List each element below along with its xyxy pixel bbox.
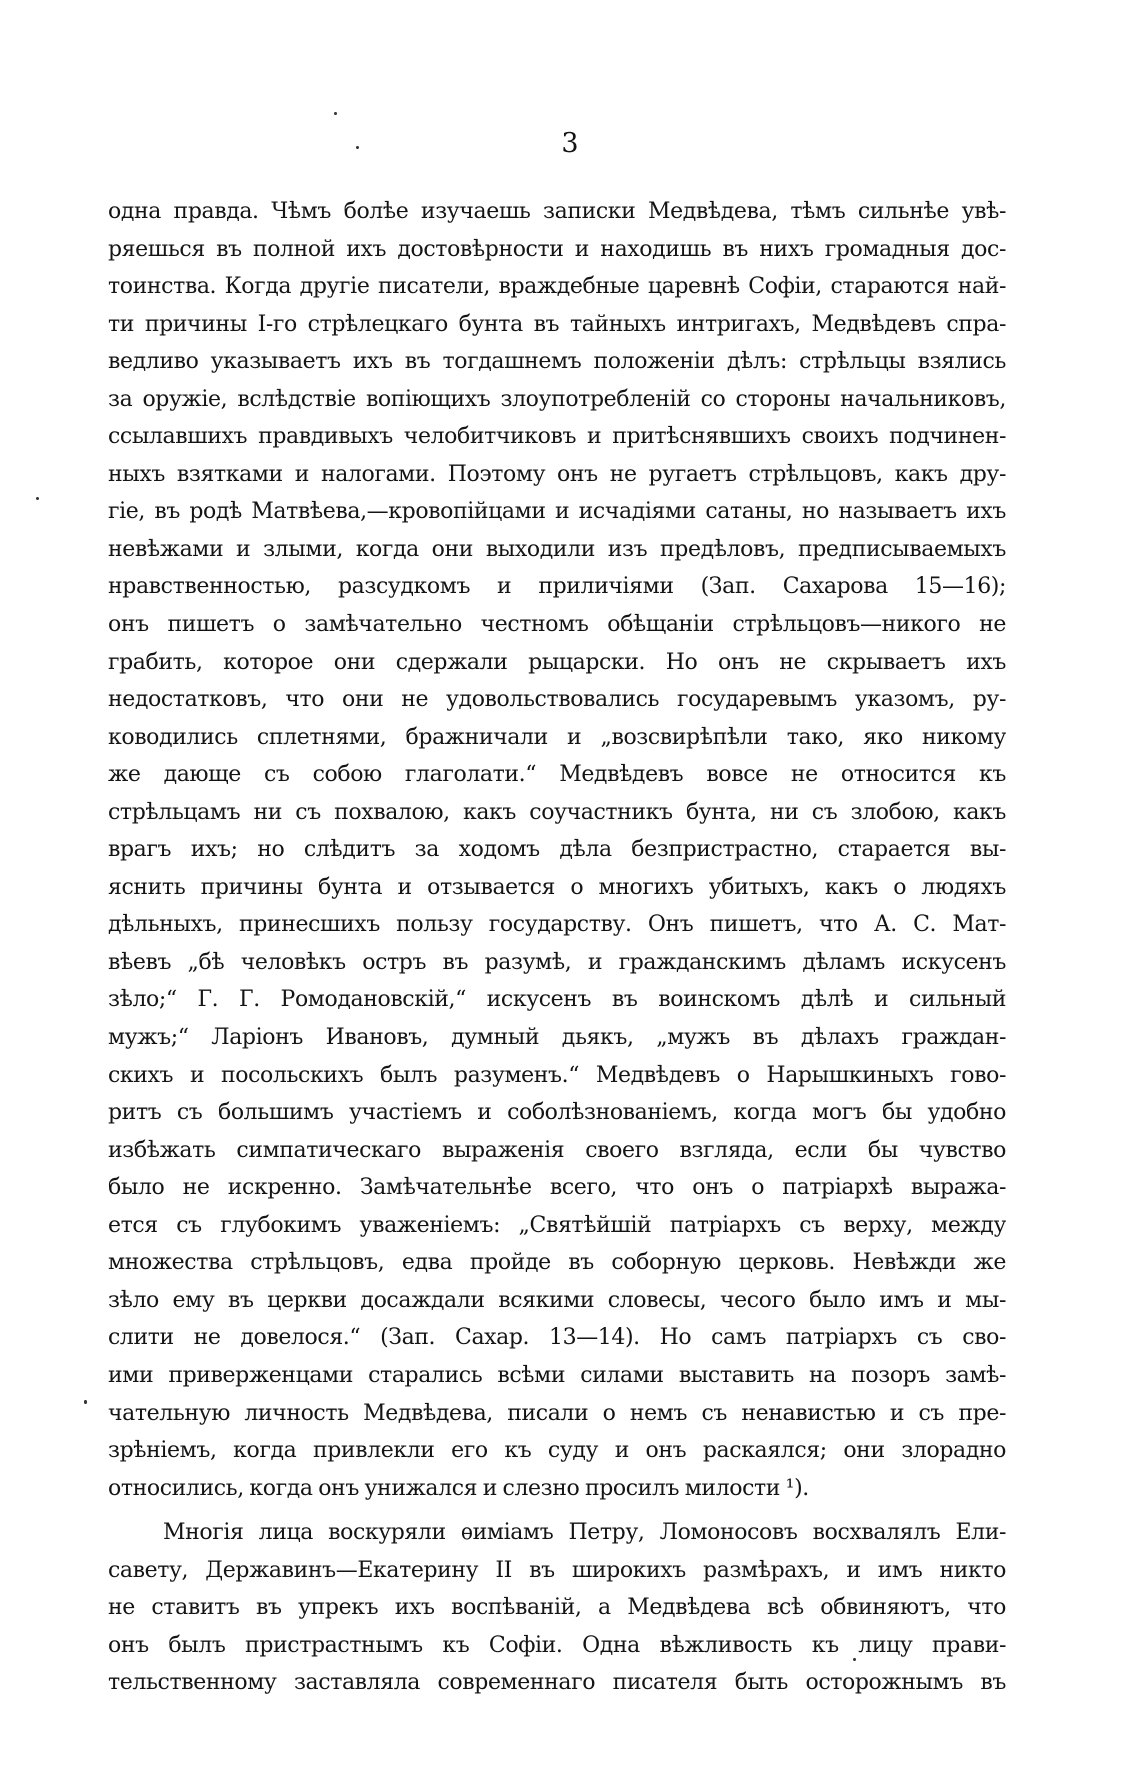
paragraph-1 <box>108 193 1006 1507</box>
text-line: зѣло;“ Г. Г. Ромодановскій,“ искусенъ въ воинскомъ дѣлѣ и сильный <box>108 987 1006 1013</box>
paragraph-2 <box>108 1514 1006 1702</box>
text-line: скихъ и посольскихъ былъ разуменъ.“ Медвѣдевъ о Нарышкиныхъ гово- <box>108 1062 1006 1088</box>
text-line: ти причины I-го стрѣлецкаго бунта въ тайныхъ интригахъ, Медвѣдевъ спра- <box>108 311 1006 337</box>
text-line: чательную личность Медвѣдева, писали о немъ съ ненавистью и съ пре- <box>108 1400 1006 1426</box>
scan-speck <box>853 1658 856 1661</box>
text-line: недостатковъ, что они не удовольствовались государевымъ указомъ, ру- <box>108 687 1006 713</box>
text-line: дѣльныхъ, принесшихъ пользу государству. Онъ пишетъ, что А. С. Мат- <box>108 912 1006 938</box>
text-line: ется съ глубокимъ уваженіемъ: „Святѣйшій патріархъ съ верху, между <box>108 1212 1006 1238</box>
text-line: за оружіе, вслѣдствіе вопіющихъ злоупотребленій со стороны начальниковъ, <box>108 386 1006 412</box>
text-line: ководились сплетнями, бражничали и „возсвирѣпѣли тако, яко никому <box>108 724 1006 750</box>
text-line: одна правда. Чѣмъ болѣе изучаешь записки Медвѣдева, тѣмъ сильнѣе увѣ- <box>108 199 1006 224</box>
text-line: нравственностью, разсудкомъ и приличіями (Зап. Сахарова 15—16); <box>108 574 1006 600</box>
text-line: же дающе съ собою глаголати.“ Медвѣдевъ вовсе не относится къ <box>108 762 1006 788</box>
text-line: ныхъ взятками и налогами. Поэтому онъ не ругаетъ стрѣльцовъ, какъ дру- <box>108 461 1006 487</box>
scan-speck <box>36 497 39 500</box>
text-line: ссылавшихъ правдивыхъ челобитчиковъ и притѣснявшихъ своихъ подчинен- <box>108 424 1006 450</box>
text-line: Многія лица воскуряли ѳиміамъ Петру, Ломоносовъ восхвалялъ Ели- <box>163 1520 1006 1546</box>
scan-speck <box>84 1400 87 1404</box>
text-line: ритъ съ большимъ участіемъ и соболѣзнованіемъ, когда могъ бы удобно <box>108 1100 1006 1126</box>
text-line: невѣжами и злыми, когда они выходили изъ предѣловъ, предписываемыхъ <box>108 536 1006 562</box>
text-line: зрѣніемъ, когда привлекли его къ суду и онъ раскаялся; они злорадно <box>108 1438 1006 1464</box>
text-line: вѣевъ „бѣ человѣкъ остръ въ разумѣ, и гражданскимъ дѣламъ искусенъ <box>108 949 1006 975</box>
text-line: множества стрѣльцовъ, едва пройде въ соборную церковь. Невѣжди же <box>108 1250 1006 1276</box>
text-line: избѣжать симпатическаго выраженія своего взгляда, если бы чувство <box>108 1137 1006 1163</box>
text-line: зѣло ему въ церкви досаждали всякими словесы, чесого было имъ и мы- <box>108 1287 1006 1313</box>
text-line: онъ пишетъ о замѣчательно честномъ обѣщаніи стрѣльцовъ—никого не <box>108 612 1006 638</box>
body-text <box>108 193 1006 1702</box>
text-line: стрѣльцамъ ни съ похвалою, какъ соучастникъ бунта, ни съ злобою, какъ <box>108 799 1006 825</box>
text-line: грабить, которое они сдержали рыцарски. Но онъ не скрываетъ ихъ <box>108 649 1006 675</box>
scan-speck <box>356 146 359 149</box>
text-line: было не искренно. Замѣчательнѣе всего, что онъ о патріархѣ выража- <box>108 1175 1006 1201</box>
text-line: мужъ;“ Ларіонъ Ивановъ, думный дьякъ, „мужъ въ дѣлахъ граждан- <box>108 1025 1006 1051</box>
text-line: не ставитъ въ упрекъ ихъ воспѣваній, а Медвѣдева всѣ обвиняютъ, что <box>108 1595 1006 1621</box>
text-line: тоинства. Когда другіе писатели, враждебные царевнѣ Софіи, стараются най- <box>108 274 1006 300</box>
text-line: относились, когда онъ унижался и слезно просилъ милости ¹). <box>108 1475 809 1501</box>
text-line: савету, Державинъ—Екатерину II въ широкихъ размѣрахъ, и имъ никто <box>108 1557 1006 1583</box>
text-line: врагъ ихъ; но слѣдитъ за ходомъ дѣла безпристрастно, старается вы- <box>108 837 1006 863</box>
text-line: слити не довелося.“ (Зап. Сахар. 13—14). Но самъ патріархъ съ сво- <box>108 1325 1006 1351</box>
text-line: гіе, въ родѣ Матвѣева,—кровопійцами и исчадіями сатаны, но называетъ ихъ <box>108 499 1006 525</box>
page-number: 3 <box>561 128 579 159</box>
text-line: яснить причины бунта и отзывается о многихъ убитыхъ, какъ о людяхъ <box>108 874 1006 900</box>
text-line: ряешься въ полной ихъ достовѣрности и находишь въ нихъ громадныя дос- <box>108 236 1006 262</box>
text-line: тельственному заставляла современнаго писателя быть осторожнымъ въ <box>108 1670 1006 1696</box>
text-line: ими приверженцами старались всѣми силами выставить на позоръ замѣ- <box>108 1362 1006 1388</box>
text-line: ведливо указываетъ ихъ въ тогдашнемъ положеніи дѣлъ: стрѣльцы взялись <box>108 349 1006 375</box>
text-line: онъ былъ пристрастнымъ къ Софіи. Одна вѣжливость къ лицу прави- <box>108 1632 1006 1658</box>
scan-speck <box>334 112 337 115</box>
